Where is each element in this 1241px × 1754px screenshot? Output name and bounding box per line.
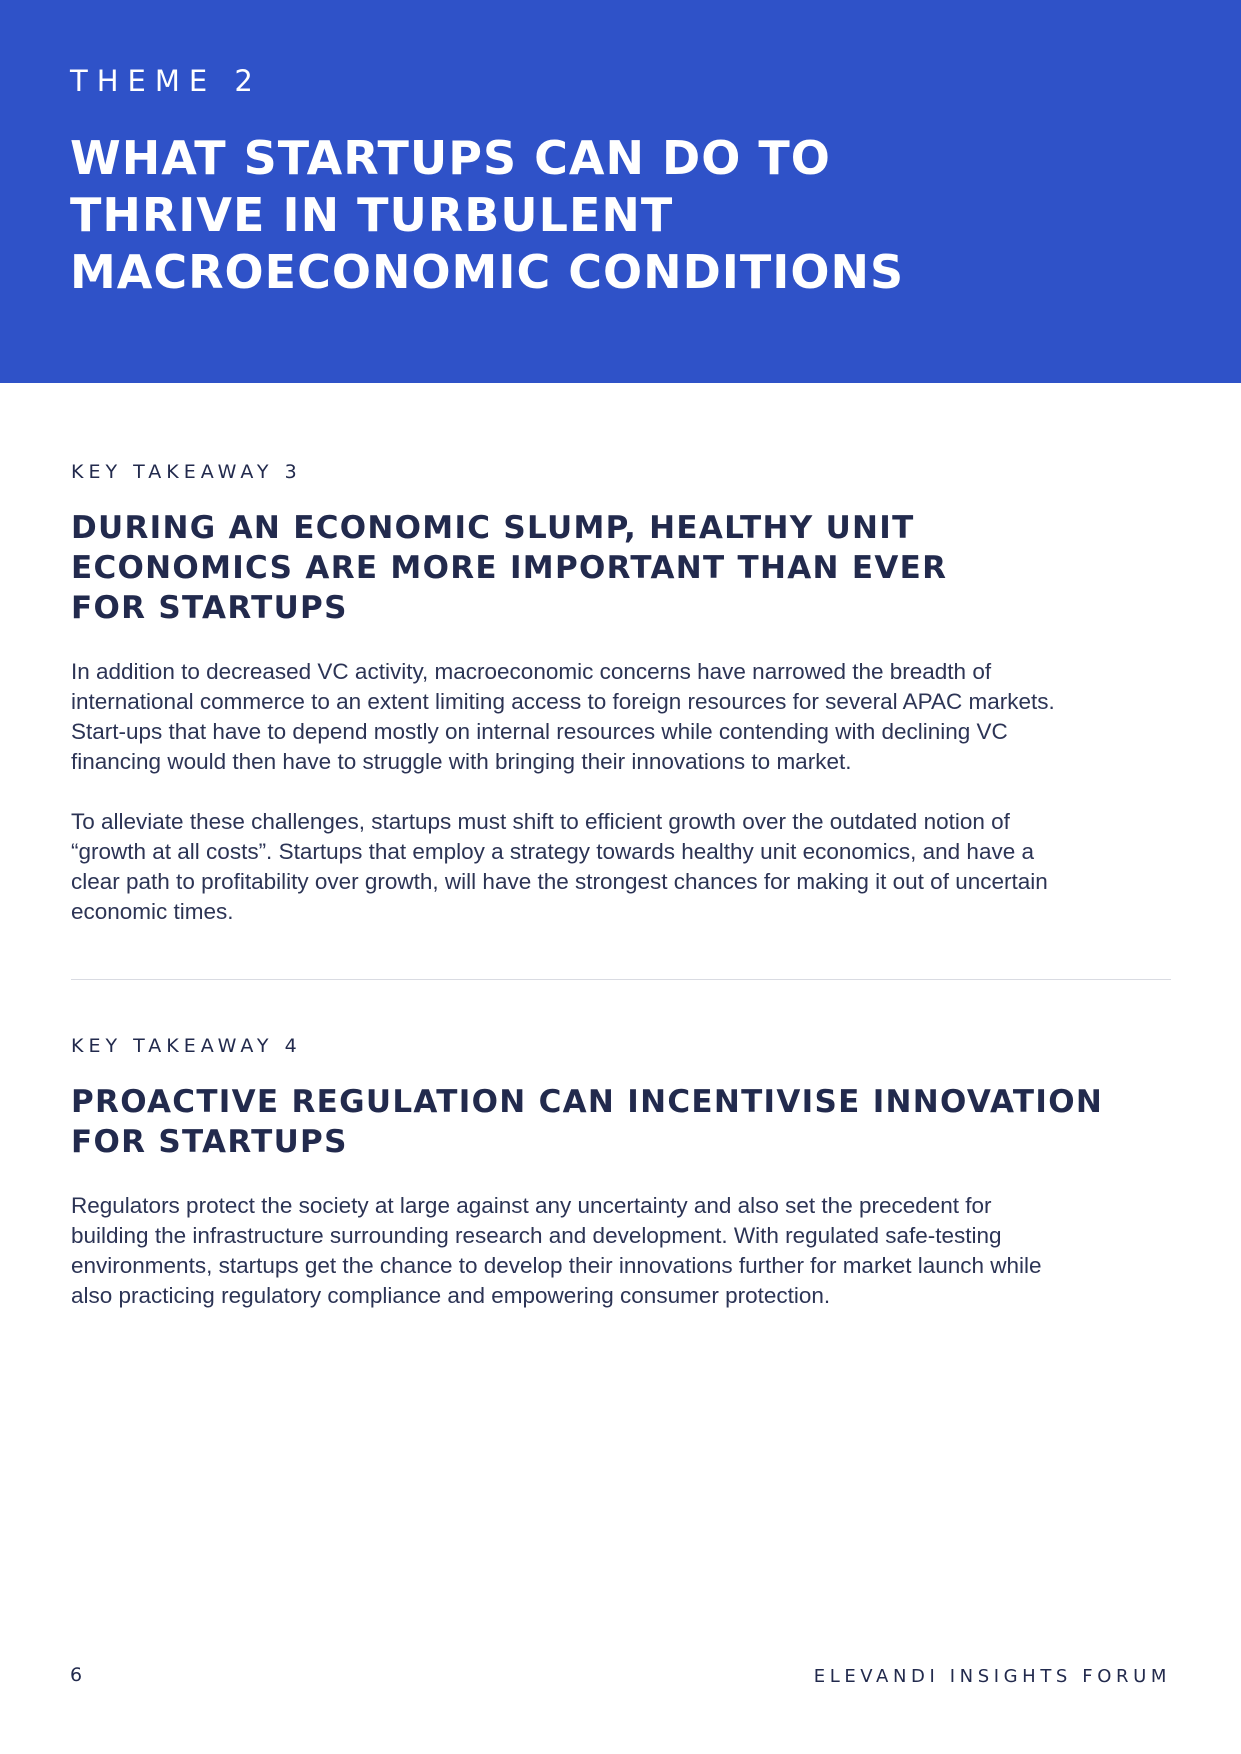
page-title-line: THRIVE IN TURBULENT [70, 188, 674, 242]
footer-brand: ELEVANDI INSIGHTS FORUM [813, 1666, 1171, 1687]
paragraph-line: building the infrastructure surrounding research and development. With regulated safe-testing [71, 1223, 1002, 1248]
key-takeaway-3-label: KEY TAKEAWAY 3 [71, 461, 302, 483]
key-takeaway-3-heading [71, 508, 1171, 628]
key-takeaway-4-section [71, 1035, 1171, 1311]
heading-line: FOR STARTUPS [71, 1124, 348, 1160]
key-takeaway-3-paragraph-1 [71, 657, 1171, 777]
paragraph-line: also practicing regulatory compliance and empowering consumer protection. [71, 1283, 831, 1308]
page-title-line: MACROECONOMIC CONDITIONS [70, 245, 905, 299]
section-divider [71, 979, 1171, 980]
heading-line: FOR STARTUPS [71, 590, 348, 626]
key-takeaway-3-section [71, 461, 1171, 927]
header-band [0, 0, 1241, 383]
key-takeaway-4-label: KEY TAKEAWAY 4 [71, 1035, 302, 1057]
page-number: 6 [70, 1664, 83, 1686]
page-title [70, 130, 1170, 301]
paragraph-line: international commerce to an extent limiting access to foreign resources for several APAC markets. [71, 689, 1055, 714]
paragraph-line: In addition to decreased VC activity, macroeconomic concerns have narrowed the breadth of [71, 659, 992, 684]
paragraph-line: financing would then have to struggle with bringing their innovations to market. [71, 749, 852, 774]
heading-line: PROACTIVE REGULATION CAN INCENTIVISE INNOVATION [71, 1084, 1104, 1120]
paragraph-line: clear path to profitability over growth, will have the strongest chances for making it out of uncertain [71, 869, 1048, 894]
key-takeaway-4-paragraph-1 [71, 1191, 1171, 1311]
paragraph-line: Start-ups that have to depend mostly on internal resources while contending with declining VC [71, 719, 1008, 744]
key-takeaway-4-heading [71, 1082, 1171, 1162]
theme-label: THEME 2 [70, 64, 262, 98]
page-title-line: WHAT STARTUPS CAN DO TO [70, 131, 831, 185]
heading-line: DURING AN ECONOMIC SLUMP, HEALTHY UNIT [71, 510, 915, 546]
heading-line: ECONOMICS ARE MORE IMPORTANT THAN EVER [71, 550, 948, 586]
paragraph-line: Regulators protect the society at large against any uncertainty and also set the precedent for [71, 1193, 992, 1218]
paragraph-line: environments, startups get the chance to develop their innovations further for market launch while [71, 1253, 1042, 1278]
paragraph-line: economic times. [71, 899, 234, 924]
paragraph-line: To alleviate these challenges, startups must shift to efficient growth over the outdated notion of [71, 809, 1010, 834]
paragraph-line: “growth at all costs”. Startups that employ a strategy towards healthy unit economics, and have a [71, 839, 1034, 864]
key-takeaway-3-paragraph-2 [71, 807, 1171, 927]
